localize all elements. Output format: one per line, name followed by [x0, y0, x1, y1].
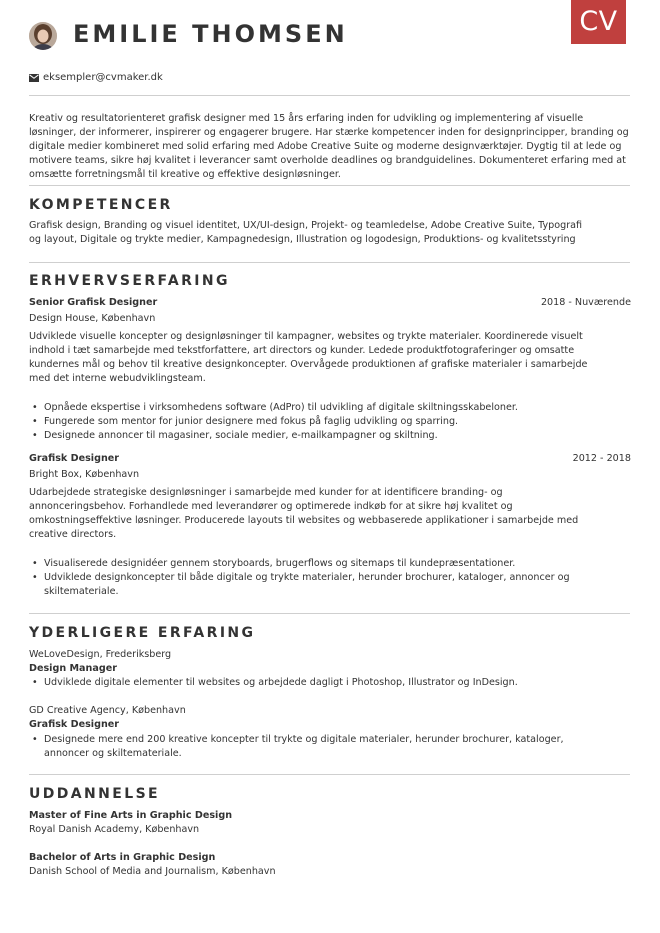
job-description-line: kundernes mål og behov til kreative designkoncepter. Overvågede produktionen af grafiske materialer i samarbejde [29, 359, 588, 370]
job-dates: 2018 - Nuværende [540, 297, 631, 308]
job-title: Grafisk Designer [29, 453, 120, 464]
avatar-photo [29, 22, 57, 50]
job-company: Design House, København [29, 313, 156, 324]
job-company: Bright Box, København [29, 469, 140, 480]
list-item: • Visualiserede designidéer gennem storyboards, brugerflows og sitemaps til kundepræsentationer. [32, 558, 516, 569]
list-item: • Designede annoncer til magasiner, sociale medier, e-mailkampagner og skiltning. [32, 430, 438, 441]
job-description-line: med det interne webudviklingsteam. [29, 373, 206, 384]
job-description-line: Udarbejdede strategiske designløsninger i samarbejde med kunder for at identificere branding- og [29, 487, 503, 498]
divider [29, 262, 630, 263]
job-description-line: creative directors. [29, 529, 117, 540]
additional-role: Design Manager [29, 663, 117, 674]
full-name: EMILIE THOMSEN [73, 20, 348, 48]
list-item: • Designede mere end 200 kreative koncepter til trykte og digitale materialer, herunder brochurer, kataloger, [32, 734, 564, 745]
skills-line: Grafisk design, Branding og visuel identitet, UX/UI-design, Projekt- og teamledelse, Adobe Creative Suite, Typografi [29, 220, 583, 231]
cv-badge: CV [571, 0, 626, 44]
section-title-additional: YDERLIGERE ERFARING [29, 625, 256, 641]
education-school: Royal Danish Academy, København [29, 824, 200, 835]
divider [29, 613, 630, 614]
profile-summary: Kreativ og resultatorienteret grafisk designer med 15 års erfaring inden for udvikling og implementering af visuelle løsninger, der informerer, inspirerer og engagerer brugere. Har stærke kompetencer inden for designprincipper, branding og digitale medier kombineret med solid erfaring med Adobe Creative Suite og moderne designværktøjer. Dygtig til at lede og motivere teams, sikre høj kvalitet i leverancer samt overholde deadlines og brandguidelines. Dokumenteret erfaring med at omsætte forretningsmål til kreative og effektive designløsninger. [29, 113, 629, 180]
additional-company: GD Creative Agency, København [29, 705, 186, 716]
list-item: • Udviklede designkoncepter til både digitale og trykte materialer, herunder brochurer, kataloger, annoncer og [32, 572, 570, 583]
list-item: skiltemateriale. [44, 586, 119, 597]
additional-bullets [29, 733, 564, 761]
job-description-line: Udviklede visuelle koncepter og designløsninger til kampagner, websites og trykte materialer. Koordinerede visuelt [29, 331, 583, 342]
additional-company: WeLoveDesign, Frederiksberg [29, 649, 172, 660]
job-title: Senior Grafisk Designer [29, 297, 158, 308]
envelope-icon [29, 74, 39, 82]
skills-line: og layout, Digitale og trykte medier, Kampagnedesign, Illustration og logodesign, Produktions- og kvalitetsstyring [29, 234, 576, 245]
additional-role: Grafisk Designer [29, 719, 120, 730]
list-item: • Opnåede ekspertise i virksomhedens software (AdPro) til udvikling af digitale skiltningsskabeloner. [32, 402, 518, 413]
job-dates: 2012 - 2018 [572, 453, 631, 464]
job-description-line: omkostningseffektive løsninger. Producerede layouts til websites og webbaserede applikationer i samarbejde med [29, 515, 579, 526]
list-item: • Udviklede digitale elementer til websites og arbejdede dagligt i Photoshop, Illustrator og InDesign. [32, 677, 518, 688]
education-degree: Master of Fine Arts in Graphic Design [29, 810, 233, 821]
education-degree: Bachelor of Arts in Graphic Design [29, 852, 216, 863]
education-school: Danish School of Media and Journalism, København [29, 866, 276, 877]
additional-bullets [29, 676, 518, 690]
list-item: annoncer og skiltemateriale. [44, 748, 182, 759]
avatar [29, 22, 57, 50]
list-item: • Fungerede som mentor for junior designere med fokus på faglig udvikling og sparring. [32, 416, 459, 427]
job-bullets [29, 401, 518, 443]
divider [29, 185, 630, 186]
section-title-skills: KOMPETENCER [29, 197, 173, 213]
divider [29, 774, 630, 775]
email-text: eksempler@cvmaker.dk [43, 72, 163, 83]
job-bullets [29, 557, 570, 599]
job-description-line: indhold i tæt samarbejde med tekstforfattere, art directors og kunder. Ledede produktfotograferinger og omsatte [29, 345, 575, 356]
contact-email[interactable] [29, 72, 163, 83]
section-title-experience: ERHVERVSERFARING [29, 273, 230, 289]
job-description-line: annonceringsbehov. Forhandlede med leverandører og optimerede indkøb for at sikre høj kvalitet og [29, 501, 513, 512]
section-title-education: UDDANNELSE [29, 786, 161, 802]
divider [29, 95, 630, 96]
